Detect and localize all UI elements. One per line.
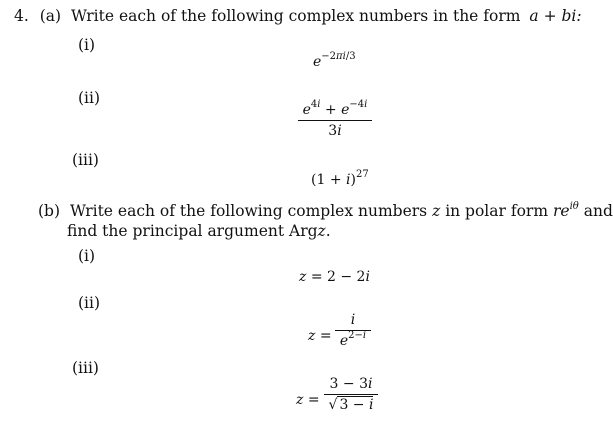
part-b-prompt-mid: in polar form bbox=[445, 202, 549, 220]
part-b-var-z: z bbox=[432, 202, 441, 220]
part-b-arg-var: z bbox=[317, 222, 326, 240]
part-b-item-3-frac: 3 − 3i √ 3 − i bbox=[324, 377, 378, 412]
question-heading-b-line1: (b) Write each of the following complex numbers z in polar form $re^{i\theta}$ and bbox=[38, 201, 613, 220]
part-b-item-1-label: (i) bbox=[78, 247, 96, 265]
part-a-item-2-expr: $e^{4i} + e^{-4i}$ 3i bbox=[298, 103, 372, 138]
part-b-prompt-line2: find the principal argument Arg bbox=[67, 222, 318, 240]
part-b-item-2-frac: i $e^{2-i}$ bbox=[335, 313, 371, 348]
part-b-item-2-lhs: z = bbox=[308, 328, 332, 344]
part-b-prompt-end: . bbox=[325, 222, 331, 240]
part-a-item-2-label: (ii) bbox=[78, 89, 101, 107]
part-a-item-1-expr: $e^{-2\pi i/3}$ bbox=[313, 51, 356, 70]
question-heading-b-line2 bbox=[67, 224, 331, 240]
question-number: 4. bbox=[14, 7, 29, 25]
part-a-label: (a) bbox=[39, 7, 62, 25]
part-b-prompt-lead: Write each of the following complex numbers bbox=[69, 202, 428, 220]
part-b-polar-form: re bbox=[552, 202, 570, 220]
part-a-form: a + bi: bbox=[529, 7, 582, 25]
part-a-item-3-expr: $(1 + i)^{27}$ bbox=[311, 169, 369, 188]
part-b-item-3-lhs: z = bbox=[296, 392, 320, 408]
part-b-prompt-tail: and bbox=[583, 202, 613, 220]
part-b-label: (b) bbox=[38, 202, 61, 220]
part-a-item-3-label: (iii) bbox=[72, 151, 99, 169]
part-b-item-3-label: (iii) bbox=[72, 359, 99, 377]
part-b-item-1-expr: z = 2 − 2i bbox=[299, 269, 370, 285]
question-heading-a bbox=[14, 9, 582, 25]
part-a-prompt: Write each of the following complex numbers in the form bbox=[71, 7, 521, 25]
part-b-item-2-label: (ii) bbox=[78, 294, 101, 312]
part-a-item-1-label: (i) bbox=[78, 36, 96, 54]
